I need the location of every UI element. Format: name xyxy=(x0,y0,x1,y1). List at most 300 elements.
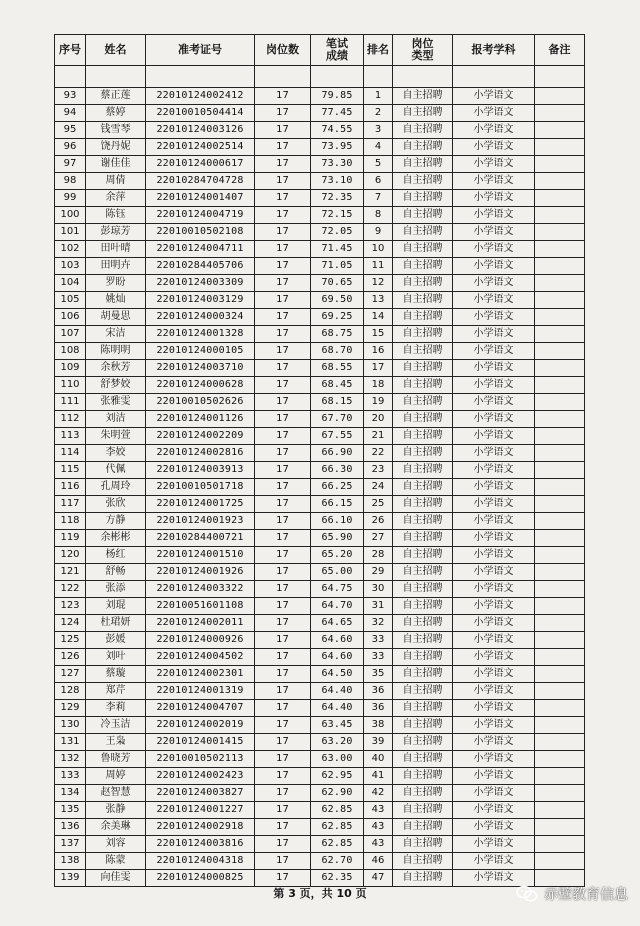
cell-name: 杜珺妍 xyxy=(86,615,146,632)
table-row xyxy=(55,207,585,224)
cell-exam-id: 22010124000628 xyxy=(146,377,255,394)
cell-subject: 小学语文 xyxy=(453,530,535,547)
cell-post-type: 自主招聘 xyxy=(393,666,453,683)
header-note: 备注 xyxy=(535,35,585,66)
watermark-text: 赤壁教育信息 xyxy=(544,887,628,903)
cell-post-type: 自主招聘 xyxy=(393,190,453,207)
header-rank: 排名 xyxy=(364,35,393,66)
cell-note xyxy=(535,207,585,224)
table-row xyxy=(55,853,585,870)
cell-subject: 小学语文 xyxy=(453,598,535,615)
cell-note xyxy=(535,581,585,598)
cell-score: 74.55 xyxy=(311,122,364,139)
table-row xyxy=(55,394,585,411)
cell-positions: 17 xyxy=(255,377,311,394)
cell-name: 周倩 xyxy=(86,173,146,190)
table-row xyxy=(55,122,585,139)
cell-score: 69.25 xyxy=(311,309,364,326)
cell-rank: 35 xyxy=(364,666,393,683)
cell-seq: 123 xyxy=(55,598,86,615)
cell-rank: 5 xyxy=(364,156,393,173)
cell-score: 66.15 xyxy=(311,496,364,513)
cell-name: 王枭 xyxy=(86,734,146,751)
cell-name: 张静 xyxy=(86,802,146,819)
cell-exam-id: 22010124004707 xyxy=(146,700,255,717)
cell-score: 68.45 xyxy=(311,377,364,394)
cell-score: 65.20 xyxy=(311,547,364,564)
cell-seq: 105 xyxy=(55,292,86,309)
cell-positions: 17 xyxy=(255,632,311,649)
cell-subject: 小学语文 xyxy=(453,853,535,870)
cell-seq: 138 xyxy=(55,853,86,870)
cell-positions: 17 xyxy=(255,870,311,887)
cell-subject: 小学语文 xyxy=(453,547,535,564)
table-row xyxy=(55,343,585,360)
cell-positions: 17 xyxy=(255,751,311,768)
cell-subject: 小学语文 xyxy=(453,326,535,343)
cell-subject: 小学语文 xyxy=(453,122,535,139)
cell-positions: 17 xyxy=(255,564,311,581)
cell-post-type: 自主招聘 xyxy=(393,122,453,139)
cell-score: 62.95 xyxy=(311,768,364,785)
cell-score: 68.70 xyxy=(311,343,364,360)
table-row xyxy=(55,360,585,377)
cell-exam-id: 22010124003309 xyxy=(146,275,255,292)
cell-subject: 小学语文 xyxy=(453,275,535,292)
cell-subject: 小学语文 xyxy=(453,241,535,258)
cell-subject: 小学语文 xyxy=(453,632,535,649)
cell-score: 77.45 xyxy=(311,105,364,122)
cell-subject: 小学语文 xyxy=(453,139,535,156)
table-row xyxy=(55,768,585,785)
cell-note xyxy=(535,615,585,632)
cell-note xyxy=(535,479,585,496)
table-row xyxy=(55,156,585,173)
cell-note xyxy=(535,598,585,615)
cell-note xyxy=(535,734,585,751)
table-row xyxy=(55,139,585,156)
table-row xyxy=(55,513,585,530)
cell-subject: 小学语文 xyxy=(453,190,535,207)
cell-positions: 17 xyxy=(255,768,311,785)
cell-post-type: 自主招聘 xyxy=(393,513,453,530)
cell-name: 陈钰 xyxy=(86,207,146,224)
cell-positions: 17 xyxy=(255,343,311,360)
cell-name: 余秋芳 xyxy=(86,360,146,377)
cell-subject: 小学语文 xyxy=(453,751,535,768)
cell-name: 彭媛 xyxy=(86,632,146,649)
cell-rank: 3 xyxy=(364,122,393,139)
table-row xyxy=(55,530,585,547)
cell-name: 蔡正莲 xyxy=(86,88,146,105)
cell-post-type: 自主招聘 xyxy=(393,428,453,445)
cell-exam-id: 22010124002918 xyxy=(146,819,255,836)
cell-note xyxy=(535,836,585,853)
cell-name: 钱雪琴 xyxy=(86,122,146,139)
cell-name: 饶丹妮 xyxy=(86,139,146,156)
cell-note xyxy=(535,530,585,547)
cell-positions: 17 xyxy=(255,836,311,853)
table-row xyxy=(55,445,585,462)
cell-score: 66.30 xyxy=(311,462,364,479)
cell-subject: 小学语文 xyxy=(453,734,535,751)
cell-post-type: 自主招聘 xyxy=(393,530,453,547)
cell-rank: 28 xyxy=(364,547,393,564)
cell-post-type: 自主招聘 xyxy=(393,751,453,768)
cell-positions: 17 xyxy=(255,853,311,870)
cell-seq: 109 xyxy=(55,360,86,377)
cell-seq: 120 xyxy=(55,547,86,564)
cell-subject: 小学语文 xyxy=(453,309,535,326)
cell-seq: 132 xyxy=(55,751,86,768)
cell-seq: 128 xyxy=(55,683,86,700)
cell-name: 李莉 xyxy=(86,700,146,717)
cell-exam-id: 22010124001923 xyxy=(146,513,255,530)
cell-name: 余萍 xyxy=(86,190,146,207)
cell-subject: 小学语文 xyxy=(453,173,535,190)
cell-exam-id: 22010124001328 xyxy=(146,326,255,343)
cell-name: 方静 xyxy=(86,513,146,530)
cell-name: 张添 xyxy=(86,581,146,598)
cell-score: 79.85 xyxy=(311,88,364,105)
cell-post-type: 自主招聘 xyxy=(393,819,453,836)
cell-exam-id: 22010124001319 xyxy=(146,683,255,700)
table-row xyxy=(55,377,585,394)
cell-score: 64.50 xyxy=(311,666,364,683)
cell-score: 67.55 xyxy=(311,428,364,445)
cell-name: 向佳雯 xyxy=(86,870,146,887)
cell-positions: 17 xyxy=(255,462,311,479)
cell-seq: 110 xyxy=(55,377,86,394)
cell-subject: 小学语文 xyxy=(453,649,535,666)
header-exam-id: 准考证号 xyxy=(146,35,255,66)
cell-seq: 129 xyxy=(55,700,86,717)
cell-subject: 小学语文 xyxy=(453,479,535,496)
cell-rank: 25 xyxy=(364,496,393,513)
cell-score: 62.85 xyxy=(311,819,364,836)
cell-note xyxy=(535,377,585,394)
score-table xyxy=(54,34,585,887)
cell-seq: 115 xyxy=(55,462,86,479)
cell-subject: 小学语文 xyxy=(453,666,535,683)
table-row xyxy=(55,88,585,105)
cell-name: 朱明萱 xyxy=(86,428,146,445)
cell-exam-id: 22010124003816 xyxy=(146,836,255,853)
cell-score: 62.85 xyxy=(311,836,364,853)
cell-exam-id: 22010010502108 xyxy=(146,224,255,241)
cell-exam-id: 22010124002412 xyxy=(146,88,255,105)
cell-note xyxy=(535,666,585,683)
table-row xyxy=(55,292,585,309)
header-score-line1: 笔试 xyxy=(326,37,348,50)
cell-name: 蔡璇 xyxy=(86,666,146,683)
cell-subject: 小学语文 xyxy=(453,292,535,309)
table-row xyxy=(55,700,585,717)
cell-positions: 17 xyxy=(255,122,311,139)
cell-subject: 小学语文 xyxy=(453,377,535,394)
cell-name: 谢佳佳 xyxy=(86,156,146,173)
cell-post-type: 自主招聘 xyxy=(393,768,453,785)
cell-exam-id: 22010284704728 xyxy=(146,173,255,190)
cell-note xyxy=(535,853,585,870)
cell-score: 72.05 xyxy=(311,224,364,241)
cell-note xyxy=(535,309,585,326)
cell-post-type: 自主招聘 xyxy=(393,411,453,428)
cell-seq: 107 xyxy=(55,326,86,343)
cell-name: 刘琨 xyxy=(86,598,146,615)
cell-post-type: 自主招聘 xyxy=(393,394,453,411)
cell-score: 68.55 xyxy=(311,360,364,377)
cell-score: 64.60 xyxy=(311,632,364,649)
cell-name: 赵智慧 xyxy=(86,785,146,802)
cell-positions: 17 xyxy=(255,275,311,292)
cell-post-type: 自主招聘 xyxy=(393,88,453,105)
cell-subject: 小学语文 xyxy=(453,700,535,717)
cell-exam-id: 22010124003322 xyxy=(146,581,255,598)
cell-name: 舒梦姣 xyxy=(86,377,146,394)
cell-note xyxy=(535,496,585,513)
cell-post-type: 自主招聘 xyxy=(393,326,453,343)
cell-subject: 小学语文 xyxy=(453,768,535,785)
cell-note xyxy=(535,173,585,190)
cell-positions: 17 xyxy=(255,428,311,445)
cell-seq: 97 xyxy=(55,156,86,173)
cell-rank: 36 xyxy=(364,683,393,700)
cell-post-type: 自主招聘 xyxy=(393,734,453,751)
cell-positions: 17 xyxy=(255,360,311,377)
cell-exam-id: 22010124000617 xyxy=(146,156,255,173)
cell-post-type: 自主招聘 xyxy=(393,224,453,241)
cell-exam-id: 22010124002209 xyxy=(146,428,255,445)
cell-post-type: 自主招聘 xyxy=(393,258,453,275)
cell-positions: 17 xyxy=(255,734,311,751)
cell-seq: 94 xyxy=(55,105,86,122)
cell-note xyxy=(535,241,585,258)
table-row xyxy=(55,649,585,666)
cell-note xyxy=(535,802,585,819)
cell-positions: 17 xyxy=(255,411,311,428)
table-row xyxy=(55,870,585,887)
cell-exam-id: 22010010502626 xyxy=(146,394,255,411)
cell-exam-id: 22010124003129 xyxy=(146,292,255,309)
cell-seq: 98 xyxy=(55,173,86,190)
header-name: 姓名 xyxy=(86,35,146,66)
table-row xyxy=(55,547,585,564)
cell-seq: 126 xyxy=(55,649,86,666)
cell-seq: 93 xyxy=(55,88,86,105)
cell-name: 张欣 xyxy=(86,496,146,513)
table-row xyxy=(55,632,585,649)
cell-score: 64.70 xyxy=(311,598,364,615)
cell-name: 刘洁 xyxy=(86,411,146,428)
cell-seq: 112 xyxy=(55,411,86,428)
cell-positions: 17 xyxy=(255,581,311,598)
cell-note xyxy=(535,632,585,649)
cell-post-type: 自主招聘 xyxy=(393,207,453,224)
cell-note xyxy=(535,360,585,377)
cell-name: 田叶晴 xyxy=(86,241,146,258)
table-row xyxy=(55,326,585,343)
cell-score: 69.50 xyxy=(311,292,364,309)
cell-subject: 小学语文 xyxy=(453,156,535,173)
cell-post-type: 自主招聘 xyxy=(393,241,453,258)
cell-note xyxy=(535,700,585,717)
cell-positions: 17 xyxy=(255,190,311,207)
cell-post-type: 自主招聘 xyxy=(393,683,453,700)
cell-seq: 134 xyxy=(55,785,86,802)
cell-rank: 36 xyxy=(364,700,393,717)
cell-exam-id: 22010124003126 xyxy=(146,122,255,139)
cell-exam-id: 22010124002011 xyxy=(146,615,255,632)
cell-note xyxy=(535,394,585,411)
cell-rank: 43 xyxy=(364,802,393,819)
cell-subject: 小学语文 xyxy=(453,343,535,360)
cell-positions: 17 xyxy=(255,326,311,343)
cell-name: 姚灿 xyxy=(86,292,146,309)
cell-seq: 117 xyxy=(55,496,86,513)
table-row xyxy=(55,564,585,581)
cell-positions: 17 xyxy=(255,683,311,700)
cell-post-type: 自主招聘 xyxy=(393,309,453,326)
table-row xyxy=(55,751,585,768)
cell-score: 62.35 xyxy=(311,870,364,887)
cell-exam-id: 22010124002514 xyxy=(146,139,255,156)
cell-post-type: 自主招聘 xyxy=(393,615,453,632)
cell-positions: 17 xyxy=(255,292,311,309)
cell-positions: 17 xyxy=(255,258,311,275)
cell-rank: 40 xyxy=(364,751,393,768)
cell-rank: 13 xyxy=(364,292,393,309)
cell-score: 68.15 xyxy=(311,394,364,411)
cell-seq: 114 xyxy=(55,445,86,462)
cell-exam-id: 22010124002301 xyxy=(146,666,255,683)
cell-seq: 137 xyxy=(55,836,86,853)
cell-exam-id: 22010124000105 xyxy=(146,343,255,360)
cell-seq: 106 xyxy=(55,309,86,326)
cell-note xyxy=(535,649,585,666)
cell-post-type: 自主招聘 xyxy=(393,853,453,870)
cell-subject: 小学语文 xyxy=(453,615,535,632)
cell-score: 64.40 xyxy=(311,700,364,717)
cell-seq: 102 xyxy=(55,241,86,258)
cell-score: 66.90 xyxy=(311,445,364,462)
table-row xyxy=(55,241,585,258)
cell-post-type: 自主招聘 xyxy=(393,275,453,292)
cell-score: 64.60 xyxy=(311,649,364,666)
cell-rank: 20 xyxy=(364,411,393,428)
cell-score: 73.95 xyxy=(311,139,364,156)
table-row xyxy=(55,258,585,275)
cell-positions: 17 xyxy=(255,224,311,241)
cell-name: 孔周玲 xyxy=(86,479,146,496)
cell-rank: 8 xyxy=(364,207,393,224)
cell-seq: 124 xyxy=(55,615,86,632)
header-positions: 岗位数 xyxy=(255,35,311,66)
cell-post-type: 自主招聘 xyxy=(393,581,453,598)
watermark xyxy=(516,884,628,904)
cell-post-type: 自主招聘 xyxy=(393,139,453,156)
cell-subject: 小学语文 xyxy=(453,785,535,802)
cell-seq: 133 xyxy=(55,768,86,785)
cell-name: 郑芹 xyxy=(86,683,146,700)
cell-post-type: 自主招聘 xyxy=(393,105,453,122)
cell-subject: 小学语文 xyxy=(453,462,535,479)
cell-seq: 103 xyxy=(55,258,86,275)
cell-name: 鲁晓芳 xyxy=(86,751,146,768)
cell-seq: 119 xyxy=(55,530,86,547)
cell-score: 62.90 xyxy=(311,785,364,802)
cell-positions: 17 xyxy=(255,156,311,173)
cell-rank: 1 xyxy=(364,88,393,105)
cell-score: 62.85 xyxy=(311,802,364,819)
cell-positions: 17 xyxy=(255,496,311,513)
cell-exam-id: 22010284400721 xyxy=(146,530,255,547)
cell-rank: 16 xyxy=(364,343,393,360)
cell-exam-id: 22010124000825 xyxy=(146,870,255,887)
table-row xyxy=(55,802,585,819)
cell-note xyxy=(535,326,585,343)
cell-note xyxy=(535,190,585,207)
cell-name: 代佩 xyxy=(86,462,146,479)
cell-note xyxy=(535,275,585,292)
cell-seq: 125 xyxy=(55,632,86,649)
cell-seq: 96 xyxy=(55,139,86,156)
cell-positions: 17 xyxy=(255,394,311,411)
cell-seq: 122 xyxy=(55,581,86,598)
cell-post-type: 自主招聘 xyxy=(393,377,453,394)
cell-positions: 17 xyxy=(255,819,311,836)
cell-post-type: 自主招聘 xyxy=(393,360,453,377)
cell-post-type: 自主招聘 xyxy=(393,598,453,615)
cell-exam-id: 22010124001227 xyxy=(146,802,255,819)
cell-subject: 小学语文 xyxy=(453,564,535,581)
cell-subject: 小学语文 xyxy=(453,360,535,377)
cell-note xyxy=(535,683,585,700)
cell-seq: 99 xyxy=(55,190,86,207)
cell-rank: 18 xyxy=(364,377,393,394)
header-score-line2: 成绩 xyxy=(326,49,348,62)
table-row xyxy=(55,615,585,632)
cell-rank: 2 xyxy=(364,105,393,122)
cell-rank: 27 xyxy=(364,530,393,547)
cell-positions: 17 xyxy=(255,88,311,105)
table-row xyxy=(55,666,585,683)
cell-exam-id: 22010124001926 xyxy=(146,564,255,581)
cell-exam-id: 22010124004719 xyxy=(146,207,255,224)
cell-name: 杨红 xyxy=(86,547,146,564)
cell-post-type: 自主招聘 xyxy=(393,547,453,564)
table-row xyxy=(55,190,585,207)
cell-seq: 127 xyxy=(55,666,86,683)
cell-subject: 小学语文 xyxy=(453,836,535,853)
cell-score: 63.20 xyxy=(311,734,364,751)
cell-subject: 小学语文 xyxy=(453,717,535,734)
cell-rank: 23 xyxy=(364,462,393,479)
table-row xyxy=(55,785,585,802)
page-footer: 第 3 页，共 10 页 xyxy=(273,887,367,900)
cell-positions: 17 xyxy=(255,105,311,122)
cell-name: 舒畅 xyxy=(86,564,146,581)
cell-post-type: 自主招聘 xyxy=(393,156,453,173)
cell-subject: 小学语文 xyxy=(453,394,535,411)
cell-seq: 131 xyxy=(55,734,86,751)
cell-seq: 139 xyxy=(55,870,86,887)
cell-post-type: 自主招聘 xyxy=(393,836,453,853)
cell-score: 73.10 xyxy=(311,173,364,190)
cell-exam-id: 22010124000324 xyxy=(146,309,255,326)
cell-rank: 30 xyxy=(364,581,393,598)
cell-note xyxy=(535,258,585,275)
